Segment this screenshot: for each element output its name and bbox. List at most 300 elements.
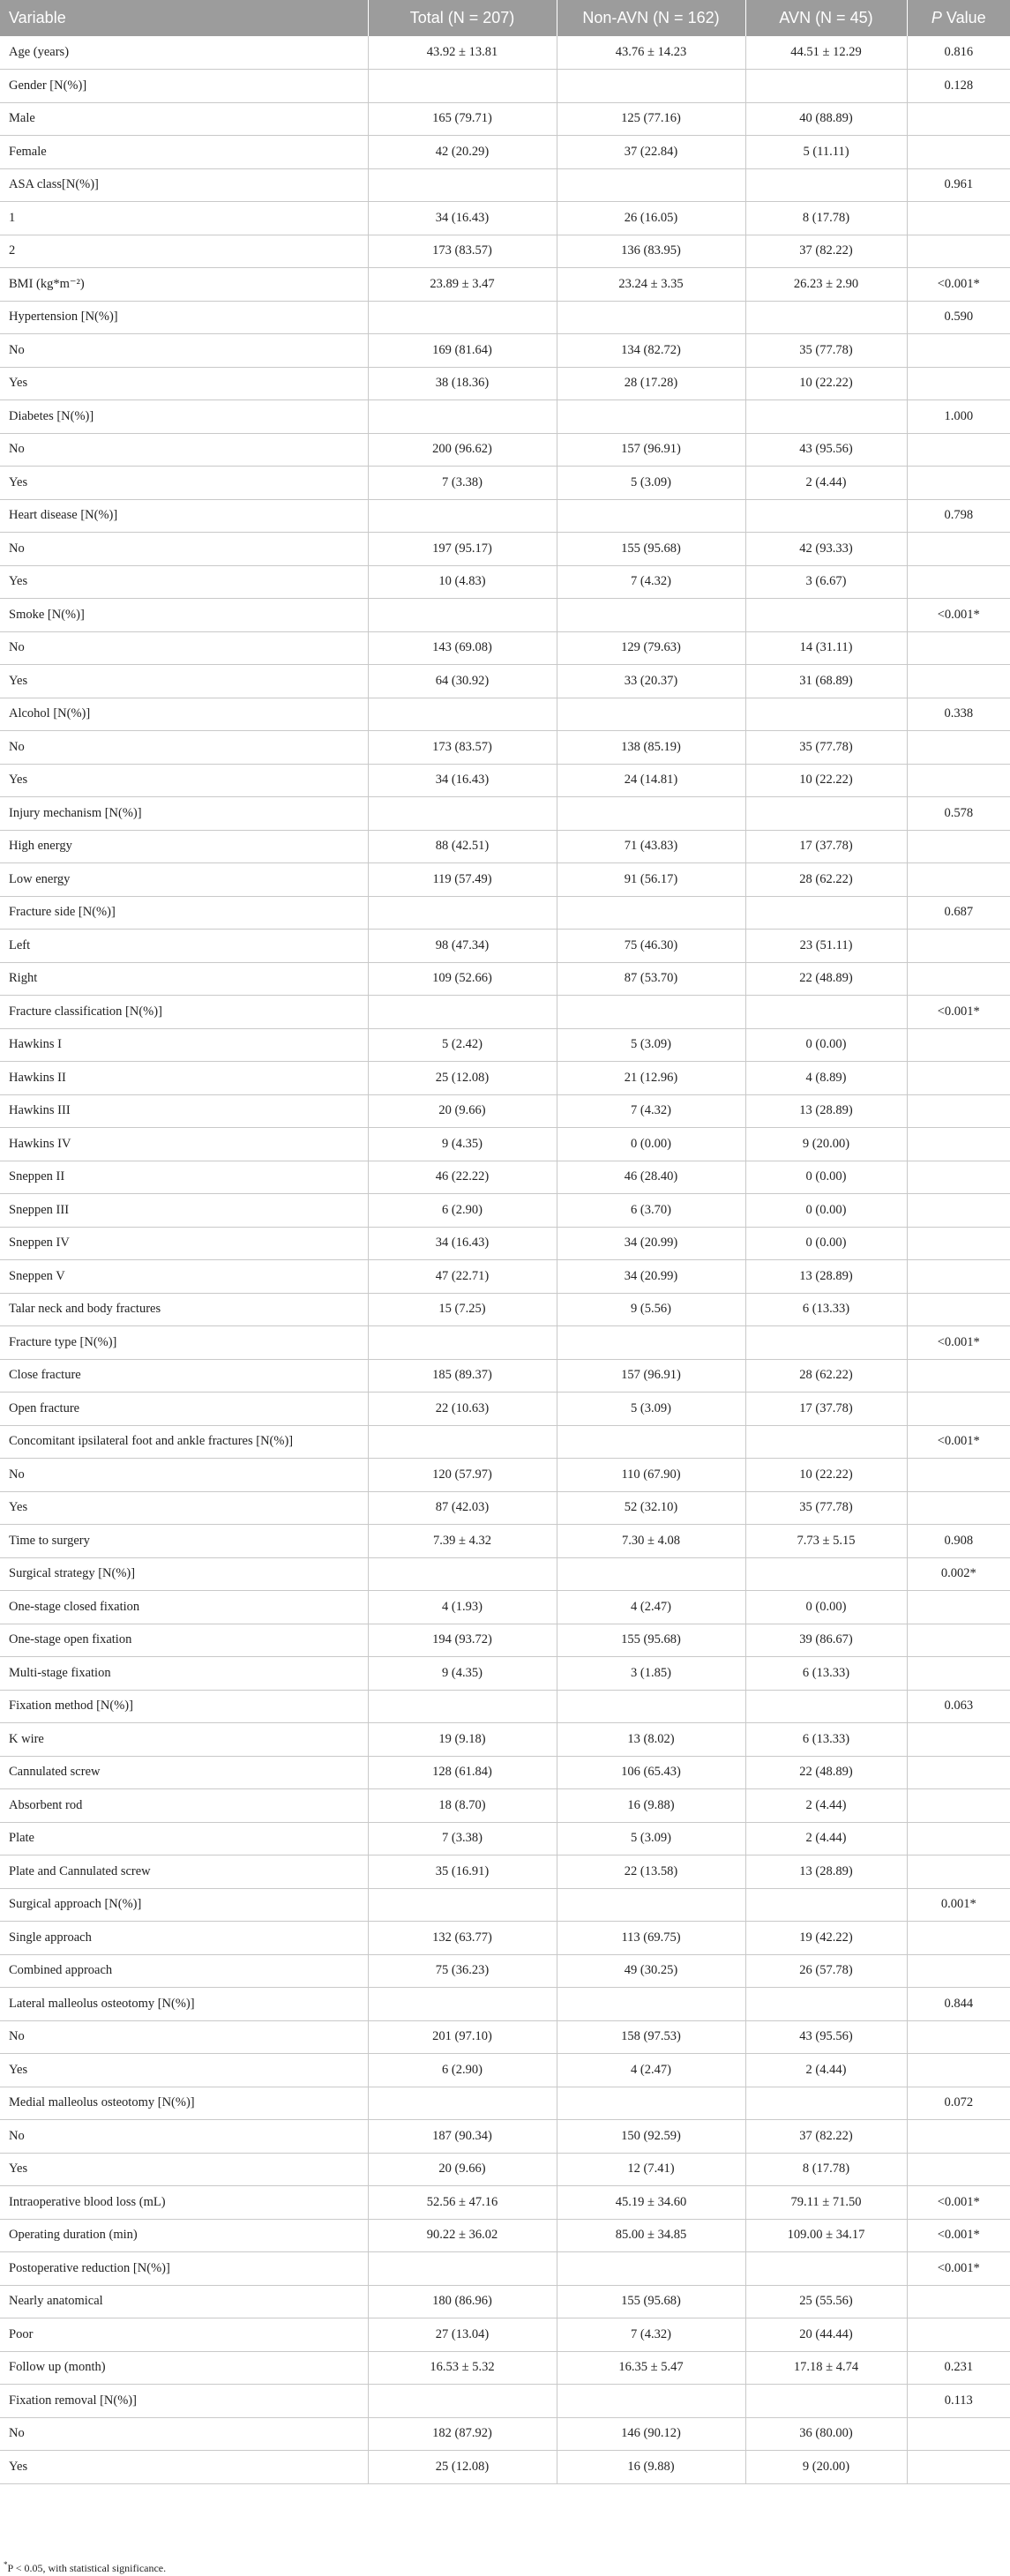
variable-cell: Medial malleolus osteotomy [N(%)] xyxy=(0,2087,368,2120)
variable-cell: Fracture classification [N(%)] xyxy=(0,996,368,1029)
p-value-cell: 0.001* xyxy=(907,1888,1010,1922)
total-cell: 143 (69.08) xyxy=(368,631,557,665)
p-value-cell xyxy=(907,565,1010,599)
non-avn-cell: 71 (43.83) xyxy=(557,830,745,863)
table-row xyxy=(0,764,1010,797)
total-cell xyxy=(368,400,557,434)
non-avn-cell: 91 (56.17) xyxy=(557,863,745,897)
avn-cell: 14 (31.11) xyxy=(745,631,907,665)
non-avn-cell: 3 (1.85) xyxy=(557,1657,745,1691)
header-value-word: Value xyxy=(946,9,986,26)
avn-cell: 22 (48.89) xyxy=(745,1756,907,1789)
table-row xyxy=(0,565,1010,599)
variable-cell: Hawkins III xyxy=(0,1094,368,1128)
table-row xyxy=(0,202,1010,235)
non-avn-cell: 9 (5.56) xyxy=(557,1293,745,1326)
avn-cell: 26.23 ± 2.90 xyxy=(745,268,907,302)
non-avn-cell xyxy=(557,1557,745,1591)
p-value-cell xyxy=(907,1591,1010,1624)
p-value-cell xyxy=(907,2120,1010,2154)
non-avn-cell: 45.19 ± 34.60 xyxy=(557,2186,745,2220)
total-cell: 173 (83.57) xyxy=(368,731,557,765)
table-row xyxy=(0,1525,1010,1558)
non-avn-cell xyxy=(557,168,745,202)
footnote xyxy=(4,2560,166,2575)
total-cell: 6 (2.90) xyxy=(368,2054,557,2087)
avn-cell: 109.00 ± 34.17 xyxy=(745,2219,907,2252)
non-avn-cell: 6 (3.70) xyxy=(557,1194,745,1228)
p-value-cell xyxy=(907,2153,1010,2186)
avn-cell: 39 (86.67) xyxy=(745,1624,907,1657)
total-cell: 15 (7.25) xyxy=(368,1293,557,1326)
total-cell: 5 (2.42) xyxy=(368,1028,557,1062)
variable-cell: Postoperative reduction [N(%)] xyxy=(0,2252,368,2286)
variable-cell: Cannulated screw xyxy=(0,1756,368,1789)
p-value-cell: <0.001* xyxy=(907,1326,1010,1360)
non-avn-cell: 0 (0.00) xyxy=(557,1128,745,1161)
variable-cell: Smoke [N(%)] xyxy=(0,599,368,632)
non-avn-cell xyxy=(557,70,745,103)
p-value-cell xyxy=(907,830,1010,863)
table-row xyxy=(0,1657,1010,1691)
avn-cell: 2 (4.44) xyxy=(745,1822,907,1855)
non-avn-cell: 5 (3.09) xyxy=(557,467,745,500)
variable-cell: Hypertension [N(%)] xyxy=(0,301,368,334)
avn-cell: 26 (57.78) xyxy=(745,1954,907,1988)
p-value-cell xyxy=(907,1393,1010,1426)
table-row xyxy=(0,2285,1010,2318)
table-row xyxy=(0,1094,1010,1128)
avn-cell: 13 (28.89) xyxy=(745,1260,907,1294)
p-value-cell xyxy=(907,930,1010,963)
non-avn-cell: 34 (20.99) xyxy=(557,1227,745,1260)
table-row xyxy=(0,2054,1010,2087)
p-value-cell xyxy=(907,1094,1010,1128)
avn-cell: 0 (0.00) xyxy=(745,1227,907,1260)
table-row xyxy=(0,1028,1010,1062)
table-row xyxy=(0,930,1010,963)
header-p-letter: P xyxy=(931,9,942,26)
p-value-cell: 0.002* xyxy=(907,1557,1010,1591)
p-value-cell xyxy=(907,962,1010,996)
variable-cell: Male xyxy=(0,102,368,136)
avn-cell: 8 (17.78) xyxy=(745,2153,907,2186)
avn-cell: 28 (62.22) xyxy=(745,1359,907,1393)
table-row xyxy=(0,1822,1010,1855)
avn-cell: 10 (22.22) xyxy=(745,367,907,400)
header-p-value xyxy=(907,0,1010,36)
variable-cell: Gender [N(%)] xyxy=(0,70,368,103)
header-total: Total (N = 207) xyxy=(368,0,557,36)
non-avn-cell: 87 (53.70) xyxy=(557,962,745,996)
avn-cell: 0 (0.00) xyxy=(745,1028,907,1062)
avn-cell xyxy=(745,1888,907,1922)
total-cell: 27 (13.04) xyxy=(368,2318,557,2352)
variable-cell: One-stage open fixation xyxy=(0,1624,368,1657)
variable-cell: Absorbent rod xyxy=(0,1789,368,1823)
non-avn-cell xyxy=(557,797,745,831)
variable-cell: No xyxy=(0,2020,368,2054)
variable-cell: Yes xyxy=(0,367,368,400)
variable-cell: Poor xyxy=(0,2318,368,2352)
table-row xyxy=(0,1789,1010,1823)
p-value-cell xyxy=(907,1128,1010,1161)
non-avn-cell: 16 (9.88) xyxy=(557,2451,745,2484)
non-avn-cell xyxy=(557,896,745,930)
p-value-cell xyxy=(907,2020,1010,2054)
table-row xyxy=(0,533,1010,566)
variable-cell: Heart disease [N(%)] xyxy=(0,499,368,533)
non-avn-cell xyxy=(557,1690,745,1723)
total-cell: 19 (9.18) xyxy=(368,1723,557,1757)
total-cell: 182 (87.92) xyxy=(368,2417,557,2451)
p-value-cell: <0.001* xyxy=(907,268,1010,302)
avn-cell xyxy=(745,301,907,334)
total-cell xyxy=(368,599,557,632)
table-row xyxy=(0,1062,1010,1095)
table-row xyxy=(0,1491,1010,1525)
table-row xyxy=(0,2153,1010,2186)
total-cell: 46 (22.22) xyxy=(368,1161,557,1194)
total-cell: 200 (96.62) xyxy=(368,433,557,467)
avn-cell xyxy=(745,1690,907,1723)
p-value-cell xyxy=(907,1657,1010,1691)
total-cell xyxy=(368,996,557,1029)
total-cell: 7 (3.38) xyxy=(368,467,557,500)
non-avn-cell: 23.24 ± 3.35 xyxy=(557,268,745,302)
p-value-cell: 0.590 xyxy=(907,301,1010,334)
total-cell xyxy=(368,1557,557,1591)
non-avn-cell: 155 (95.68) xyxy=(557,2285,745,2318)
non-avn-cell: 37 (22.84) xyxy=(557,136,745,169)
avn-cell: 8 (17.78) xyxy=(745,202,907,235)
avn-cell: 31 (68.89) xyxy=(745,665,907,698)
table-row xyxy=(0,467,1010,500)
non-avn-cell: 7 (4.32) xyxy=(557,565,745,599)
table-row xyxy=(0,2252,1010,2286)
total-cell: 187 (90.34) xyxy=(368,2120,557,2154)
non-avn-cell: 5 (3.09) xyxy=(557,1822,745,1855)
avn-cell: 20 (44.44) xyxy=(745,2318,907,2352)
table-row xyxy=(0,1194,1010,1228)
avn-cell: 6 (13.33) xyxy=(745,1293,907,1326)
variable-cell: Yes xyxy=(0,2054,368,2087)
total-cell: 42 (20.29) xyxy=(368,136,557,169)
total-cell: 197 (95.17) xyxy=(368,533,557,566)
p-value-cell xyxy=(907,863,1010,897)
avn-cell xyxy=(745,1425,907,1459)
avn-cell: 40 (88.89) xyxy=(745,102,907,136)
p-value-cell: <0.001* xyxy=(907,2186,1010,2220)
total-cell: 9 (4.35) xyxy=(368,1657,557,1691)
avn-cell: 6 (13.33) xyxy=(745,1657,907,1691)
avn-cell xyxy=(745,2252,907,2286)
avn-cell: 79.11 ± 71.50 xyxy=(745,2186,907,2220)
non-avn-cell xyxy=(557,1988,745,2021)
table-row xyxy=(0,665,1010,698)
avn-cell xyxy=(745,70,907,103)
p-value-cell xyxy=(907,202,1010,235)
p-value-cell: 0.798 xyxy=(907,499,1010,533)
total-cell: 10 (4.83) xyxy=(368,565,557,599)
variable-cell: Time to surgery xyxy=(0,1525,368,1558)
total-cell: 169 (81.64) xyxy=(368,334,557,368)
total-cell: 98 (47.34) xyxy=(368,930,557,963)
p-value-cell: 0.961 xyxy=(907,168,1010,202)
variable-cell: Fixation method [N(%)] xyxy=(0,1690,368,1723)
table-row xyxy=(0,1922,1010,1955)
total-cell: 38 (18.36) xyxy=(368,367,557,400)
avn-cell: 2 (4.44) xyxy=(745,467,907,500)
variable-cell: Fracture side [N(%)] xyxy=(0,896,368,930)
table-row xyxy=(0,102,1010,136)
non-avn-cell xyxy=(557,499,745,533)
total-cell: 132 (63.77) xyxy=(368,1922,557,1955)
variable-cell: One-stage closed fixation xyxy=(0,1591,368,1624)
non-avn-cell: 16.35 ± 5.47 xyxy=(557,2351,745,2385)
non-avn-cell: 13 (8.02) xyxy=(557,1723,745,1757)
p-value-cell xyxy=(907,1789,1010,1823)
total-cell: 6 (2.90) xyxy=(368,1194,557,1228)
non-avn-cell: 46 (28.40) xyxy=(557,1161,745,1194)
variable-cell: Combined approach xyxy=(0,1954,368,1988)
avn-cell xyxy=(745,1326,907,1360)
total-cell: 87 (42.03) xyxy=(368,1491,557,1525)
table-body xyxy=(0,36,1010,2483)
total-cell: 35 (16.91) xyxy=(368,1855,557,1889)
table-row xyxy=(0,1888,1010,1922)
avn-cell: 37 (82.22) xyxy=(745,2120,907,2154)
non-avn-cell: 85.00 ± 34.85 xyxy=(557,2219,745,2252)
p-value-cell: 0.231 xyxy=(907,2351,1010,2385)
total-cell xyxy=(368,698,557,731)
total-cell: 109 (52.66) xyxy=(368,962,557,996)
table-row xyxy=(0,1359,1010,1393)
variable-cell: Operating duration (min) xyxy=(0,2219,368,2252)
total-cell: 128 (61.84) xyxy=(368,1756,557,1789)
total-cell: 120 (57.97) xyxy=(368,1459,557,1492)
p-value-cell xyxy=(907,1723,1010,1757)
footnote-marker: * xyxy=(4,2560,8,2569)
variable-cell: Multi-stage fixation xyxy=(0,1657,368,1691)
total-cell xyxy=(368,2252,557,2286)
variable-cell: Yes xyxy=(0,467,368,500)
header-avn: AVN (N = 45) xyxy=(745,0,907,36)
variable-cell: Yes xyxy=(0,1491,368,1525)
p-value-cell xyxy=(907,1161,1010,1194)
variable-cell: 1 xyxy=(0,202,368,235)
total-cell xyxy=(368,1988,557,2021)
avn-cell: 42 (93.33) xyxy=(745,533,907,566)
variable-cell: Close fracture xyxy=(0,1359,368,1393)
avn-cell: 35 (77.78) xyxy=(745,334,907,368)
variable-cell: Nearly anatomical xyxy=(0,2285,368,2318)
total-cell: 34 (16.43) xyxy=(368,764,557,797)
avn-cell: 13 (28.89) xyxy=(745,1094,907,1128)
table-row xyxy=(0,301,1010,334)
variable-cell: Hawkins IV xyxy=(0,1128,368,1161)
variable-cell: Sneppen III xyxy=(0,1194,368,1228)
variable-cell: 2 xyxy=(0,235,368,268)
variable-cell: No xyxy=(0,731,368,765)
variable-cell: Yes xyxy=(0,2153,368,2186)
variable-cell: Injury mechanism [N(%)] xyxy=(0,797,368,831)
non-avn-cell: 28 (17.28) xyxy=(557,367,745,400)
avn-cell: 35 (77.78) xyxy=(745,1491,907,1525)
total-cell: 165 (79.71) xyxy=(368,102,557,136)
non-avn-cell: 16 (9.88) xyxy=(557,1789,745,1823)
table-row xyxy=(0,996,1010,1029)
table-row xyxy=(0,1954,1010,1988)
avn-cell xyxy=(745,698,907,731)
p-value-cell xyxy=(907,631,1010,665)
table-row xyxy=(0,136,1010,169)
non-avn-cell: 146 (90.12) xyxy=(557,2417,745,2451)
non-avn-cell xyxy=(557,996,745,1029)
p-value-cell xyxy=(907,1293,1010,1326)
non-avn-cell: 22 (13.58) xyxy=(557,1855,745,1889)
variable-cell: Sneppen V xyxy=(0,1260,368,1294)
table-row xyxy=(0,896,1010,930)
table-row xyxy=(0,1161,1010,1194)
non-avn-cell: 106 (65.43) xyxy=(557,1756,745,1789)
non-avn-cell: 155 (95.68) xyxy=(557,533,745,566)
non-avn-cell: 134 (82.72) xyxy=(557,334,745,368)
p-value-cell xyxy=(907,1922,1010,1955)
total-cell: 7.39 ± 4.32 xyxy=(368,1525,557,1558)
p-value-cell: <0.001* xyxy=(907,996,1010,1029)
total-cell xyxy=(368,2385,557,2418)
non-avn-cell: 21 (12.96) xyxy=(557,1062,745,1095)
table-row xyxy=(0,1326,1010,1360)
table-row xyxy=(0,1756,1010,1789)
avn-cell: 7.73 ± 5.15 xyxy=(745,1525,907,1558)
total-cell: 18 (8.70) xyxy=(368,1789,557,1823)
total-cell xyxy=(368,1326,557,1360)
total-cell: 34 (16.43) xyxy=(368,1227,557,1260)
p-value-cell xyxy=(907,665,1010,698)
total-cell: 75 (36.23) xyxy=(368,1954,557,1988)
total-cell: 22 (10.63) xyxy=(368,1393,557,1426)
non-avn-cell: 113 (69.75) xyxy=(557,1922,745,1955)
table-row xyxy=(0,334,1010,368)
avn-cell: 19 (42.22) xyxy=(745,1922,907,1955)
p-value-cell: 0.908 xyxy=(907,1525,1010,1558)
non-avn-cell: 150 (92.59) xyxy=(557,2120,745,2154)
table-row xyxy=(0,1624,1010,1657)
avn-cell: 13 (28.89) xyxy=(745,1855,907,1889)
non-avn-cell: 34 (20.99) xyxy=(557,1260,745,1294)
total-cell xyxy=(368,1425,557,1459)
non-avn-cell: 12 (7.41) xyxy=(557,2153,745,2186)
variable-cell: No xyxy=(0,2417,368,2451)
avn-cell: 6 (13.33) xyxy=(745,1723,907,1757)
non-avn-cell: 49 (30.25) xyxy=(557,1954,745,1988)
p-value-cell xyxy=(907,235,1010,268)
table-row xyxy=(0,698,1010,731)
total-cell: 9 (4.35) xyxy=(368,1128,557,1161)
variable-cell: Left xyxy=(0,930,368,963)
avn-cell: 2 (4.44) xyxy=(745,1789,907,1823)
table-row xyxy=(0,1723,1010,1757)
avn-cell: 2 (4.44) xyxy=(745,2054,907,2087)
table-row xyxy=(0,2219,1010,2252)
total-cell xyxy=(368,70,557,103)
total-cell xyxy=(368,2087,557,2120)
p-value-cell: <0.001* xyxy=(907,1425,1010,1459)
total-cell: 88 (42.51) xyxy=(368,830,557,863)
p-value-cell xyxy=(907,102,1010,136)
non-avn-cell xyxy=(557,1326,745,1360)
p-value-cell: 1.000 xyxy=(907,400,1010,434)
table-row xyxy=(0,1425,1010,1459)
non-avn-cell xyxy=(557,301,745,334)
avn-cell: 0 (0.00) xyxy=(745,1194,907,1228)
variable-cell: Follow up (month) xyxy=(0,2351,368,2385)
p-value-cell xyxy=(907,2054,1010,2087)
variable-cell: BMI (kg*m⁻²) xyxy=(0,268,368,302)
non-avn-cell: 158 (97.53) xyxy=(557,2020,745,2054)
variable-cell: Female xyxy=(0,136,368,169)
total-cell: 25 (12.08) xyxy=(368,2451,557,2484)
avn-cell xyxy=(745,599,907,632)
avn-cell xyxy=(745,2087,907,2120)
table-row xyxy=(0,235,1010,268)
table-row xyxy=(0,2451,1010,2484)
table-row xyxy=(0,70,1010,103)
total-cell: 119 (57.49) xyxy=(368,863,557,897)
non-avn-cell xyxy=(557,2087,745,2120)
table-row xyxy=(0,1988,1010,2021)
variable-cell: Surgical strategy [N(%)] xyxy=(0,1557,368,1591)
p-value-cell: 0.128 xyxy=(907,70,1010,103)
variable-cell: K wire xyxy=(0,1723,368,1757)
avn-cell: 22 (48.89) xyxy=(745,962,907,996)
variable-cell: Lateral malleolus osteotomy [N(%)] xyxy=(0,1988,368,2021)
table-row xyxy=(0,168,1010,202)
p-value-cell xyxy=(907,1260,1010,1294)
variable-cell: Open fracture xyxy=(0,1393,368,1426)
avn-cell: 4 (8.89) xyxy=(745,1062,907,1095)
table-row xyxy=(0,1293,1010,1326)
non-avn-cell xyxy=(557,2252,745,2286)
avn-cell: 23 (51.11) xyxy=(745,930,907,963)
total-cell: 64 (30.92) xyxy=(368,665,557,698)
table-row xyxy=(0,2186,1010,2220)
variable-cell: Yes xyxy=(0,665,368,698)
non-avn-cell xyxy=(557,599,745,632)
variable-cell: Talar neck and body fractures xyxy=(0,1293,368,1326)
p-value-cell xyxy=(907,1624,1010,1657)
p-value-cell xyxy=(907,2417,1010,2451)
p-value-cell: 0.113 xyxy=(907,2385,1010,2418)
p-value-cell xyxy=(907,2318,1010,2352)
variable-cell: Fracture type [N(%)] xyxy=(0,1326,368,1360)
table-row xyxy=(0,499,1010,533)
table-row xyxy=(0,1690,1010,1723)
p-value-cell xyxy=(907,1359,1010,1393)
avn-cell: 37 (82.22) xyxy=(745,235,907,268)
variable-cell: Surgical approach [N(%)] xyxy=(0,1888,368,1922)
non-avn-cell: 7.30 ± 4.08 xyxy=(557,1525,745,1558)
table-row xyxy=(0,599,1010,632)
variable-cell: High energy xyxy=(0,830,368,863)
avn-cell: 43 (95.56) xyxy=(745,2020,907,2054)
non-avn-cell: 4 (2.47) xyxy=(557,2054,745,2087)
p-value-cell xyxy=(907,1459,1010,1492)
p-value-cell xyxy=(907,1028,1010,1062)
p-value-cell xyxy=(907,764,1010,797)
